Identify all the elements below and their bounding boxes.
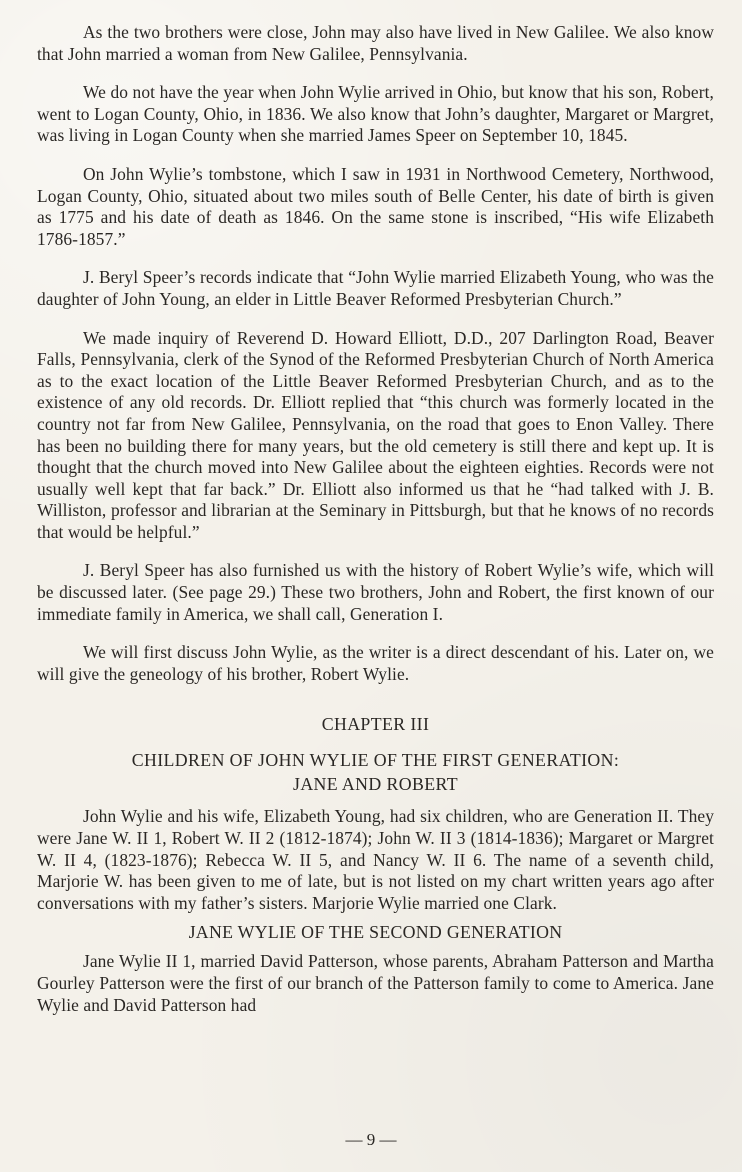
paragraph-first-discuss-john: We will first discuss John Wylie, as the writer is a direct descendant of his. Later on, we will give the geneology of his brother, Robert Wylie. [37,642,714,684]
paragraph-tombstone: On John Wylie’s tombstone, which I saw in 1931 in Northwood Cemetery, Northwood, Logan County, Ohio, situated about two miles south of Belle Center, his date of birth is given as 1775 and his date of death as 1846. On the same stone is inscribed, “His wife Elizabeth 1786-1857.” [37,163,714,249]
paragraph-speer-records: J. Beryl Speer’s records indicate that “John Wylie married Elizabeth Young, who was the daughter of John Young, an elder in Little Beaver Reformed Presbyterian Church.” [37,267,714,309]
section-heading-jane-wylie: JANE WYLIE OF THE SECOND GENERATION [188,922,563,943]
paragraph-generation-one: J. Beryl Speer has also furnished us with the history of Robert Wylie’s wife, which will be discussed later. (See page 29.) These two brothers, John and Robert, the first known of our immediate family in America, we shall call, Generation I. [37,560,714,624]
chapter-title-line-1: CHILDREN OF JOHN WYLIE OF THE FIRST GENERATION: [131,750,620,771]
paragraph-six-children: John Wylie and his wife, Elizabeth Young, had six children, who are Generation II. They were Jane W. II 1, Robert W. II 2 (1812-1874); John W. II 3 (1814-1836); Margaret or Margret W. II 4, (1823-1876); Rebecca W. II 5, and Nancy W. II 6. The name of a seventh child, Marjorie W. has been given to me of late, but is not listed on my chart written years ago after conversations with my father’s sisters. Marjorie Wylie married one Clark. [37,806,714,913]
page-number: — 9 — [345,1130,397,1149]
paragraph-brothers-close: As the two brothers were close, John may also have lived in New Galilee. We also know that John married a woman from New Galilee, Pennsylvania. [37,22,714,64]
chapter-title [37,748,714,796]
paragraph-jane-patterson: Jane Wylie II 1, married David Patterson, whose parents, Abraham Patterson and Martha Gourley Patterson were the first of our branch of the Patterson family to come to America. Jane Wylie and David Patterson had [37,951,714,1015]
paragraph-elliott-inquiry: We made inquiry of Reverend D. Howard Elliott, D.D., 207 Darlington Road, Beaver Falls, Pennsylvania, clerk of the Synod of the Reformed Presbyterian Church of North America as to the exact location of the Little Beaver Reformed Presbyterian Church, and as to the existence of any old records. Dr. Elliott replied that “this church was formerly located in the country not far from New Galilee, Pennsylvania, on the road that goes to Enon Valley. There has been no building there for many years, but the old cemetery is still there and kept up. It is thought that the church moved into New Galilee about the eighteen eighties. Records were not usually well kept that far back.” Dr. Elliott also informed us that he “had talked with J. B. Williston, professor and librarian at the Seminary in Pittsburgh, but that he knows of no records that would be helpful.” [37,327,714,542]
paragraph-arrival-ohio: We do not have the year when John Wylie arrived in Ohio, but know that his son, Robert, went to Logan County, Ohio, in 1836. We also know that John’s daughter, Margaret or Margret, was living in Logan County when she married James Speer on September 10, 1845. [37,82,714,146]
chapter-heading: CHAPTER III [321,714,430,735]
chapter-title-line-2: JANE AND ROBERT [293,774,458,795]
